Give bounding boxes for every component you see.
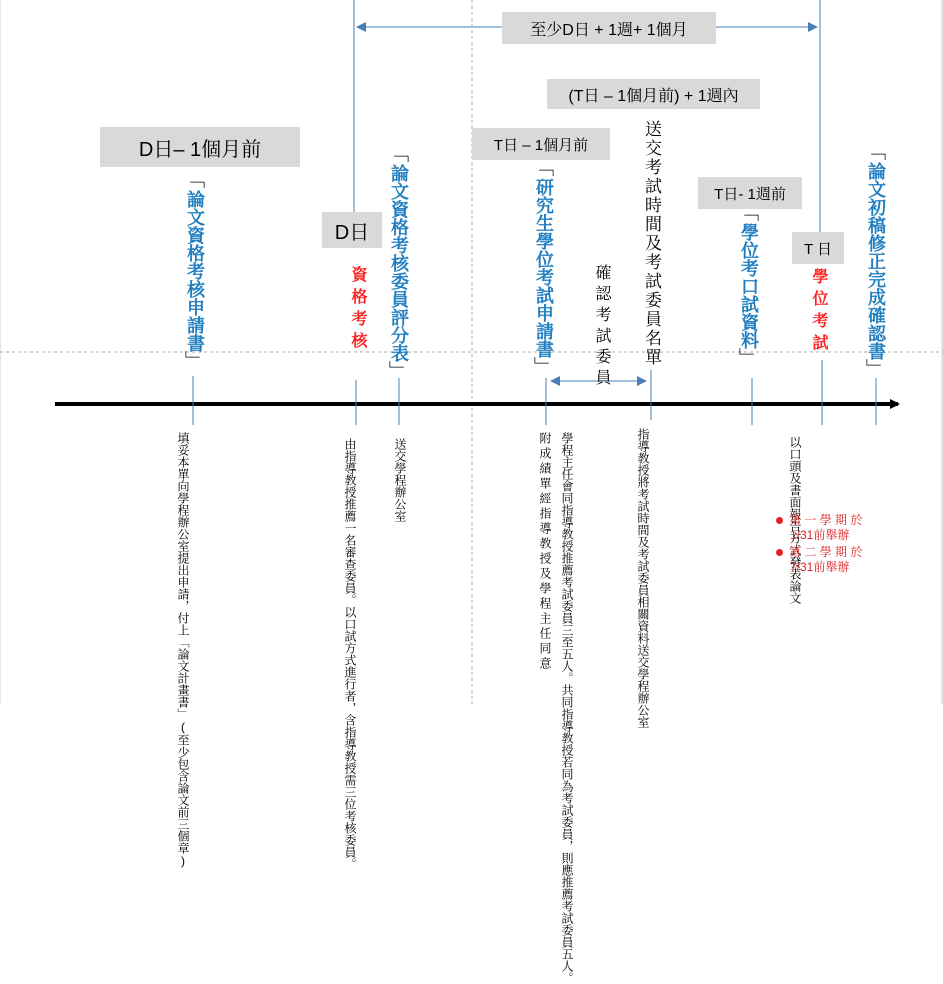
note-evaluation: 送交學程辦公室 [393,438,407,522]
note-degree-exam: 以口頭及書面報告方式發表論文 [788,436,802,604]
box-d-minus-month: D日– 1個月前 [100,127,300,167]
semester-2-note: 第 二 學 期 於 7/31前舉辦 [776,545,862,575]
milestone-evaluation: ﹁ 論文資格考核委員評分表 ﹂ [389,143,409,383]
milestone-submit-schedule: 送交考試時間及考試委員名單 [642,120,661,367]
note-confirm-committee: 學程主任會同指導教授推薦考試委員三至五人。共同指導教授若同為考試委員，則應推薦考試委員五人。 [560,432,574,984]
milestone-qualifying-exam: 資格考核 [349,266,366,354]
box-t-minus-month: T日 – 1個月前 [472,128,610,160]
box-t-day: T 日 [792,232,844,264]
milestone-revision-confirm: ﹁ 論文初稿修正完成確認書 ﹂ [866,141,886,381]
note-application: 填妥本單向學程辦公室提出申請，付上「論文計畫書」(至少包含論文前三個章) [176,432,190,868]
note-qualifying: 由指導教授推薦一名審查委員。以口試方式進行者，含指導教授需三位考核委員。 [343,438,357,870]
box-d-day: D日 [322,212,382,248]
milestone-application: ﹁ 論文資格考核申請書 ﹂ [185,169,205,373]
box-t-minus-week: T日- 1週前 [698,177,802,209]
semester-1-note: 第 一 學 期 於 1/31前舉辦 [776,513,862,543]
box-span-total: 至少D日 + 1週+ 1個月 [502,12,716,44]
milestone-oral-materials: ﹁ 學位考口試資料 ﹂ [739,202,759,370]
note-degree-application: 附成績單經指導教授及學程主任同意 [538,432,552,672]
bullet-icon [776,517,783,524]
box-span-tt: (T日 – 1個月前) + 1週內 [547,79,760,109]
bullet-icon [776,549,783,556]
milestone-degree-exam: 學位考試 [810,268,827,356]
note-submit-schedule: 指導教授將考試時間及考試委員相關資料送交學程辦公室 [636,428,650,728]
milestone-confirm-committee: 確認考試委員 [593,264,610,390]
milestone-degree-application: ﹁ 研究生學位考試申請書 ﹂ [534,157,554,379]
